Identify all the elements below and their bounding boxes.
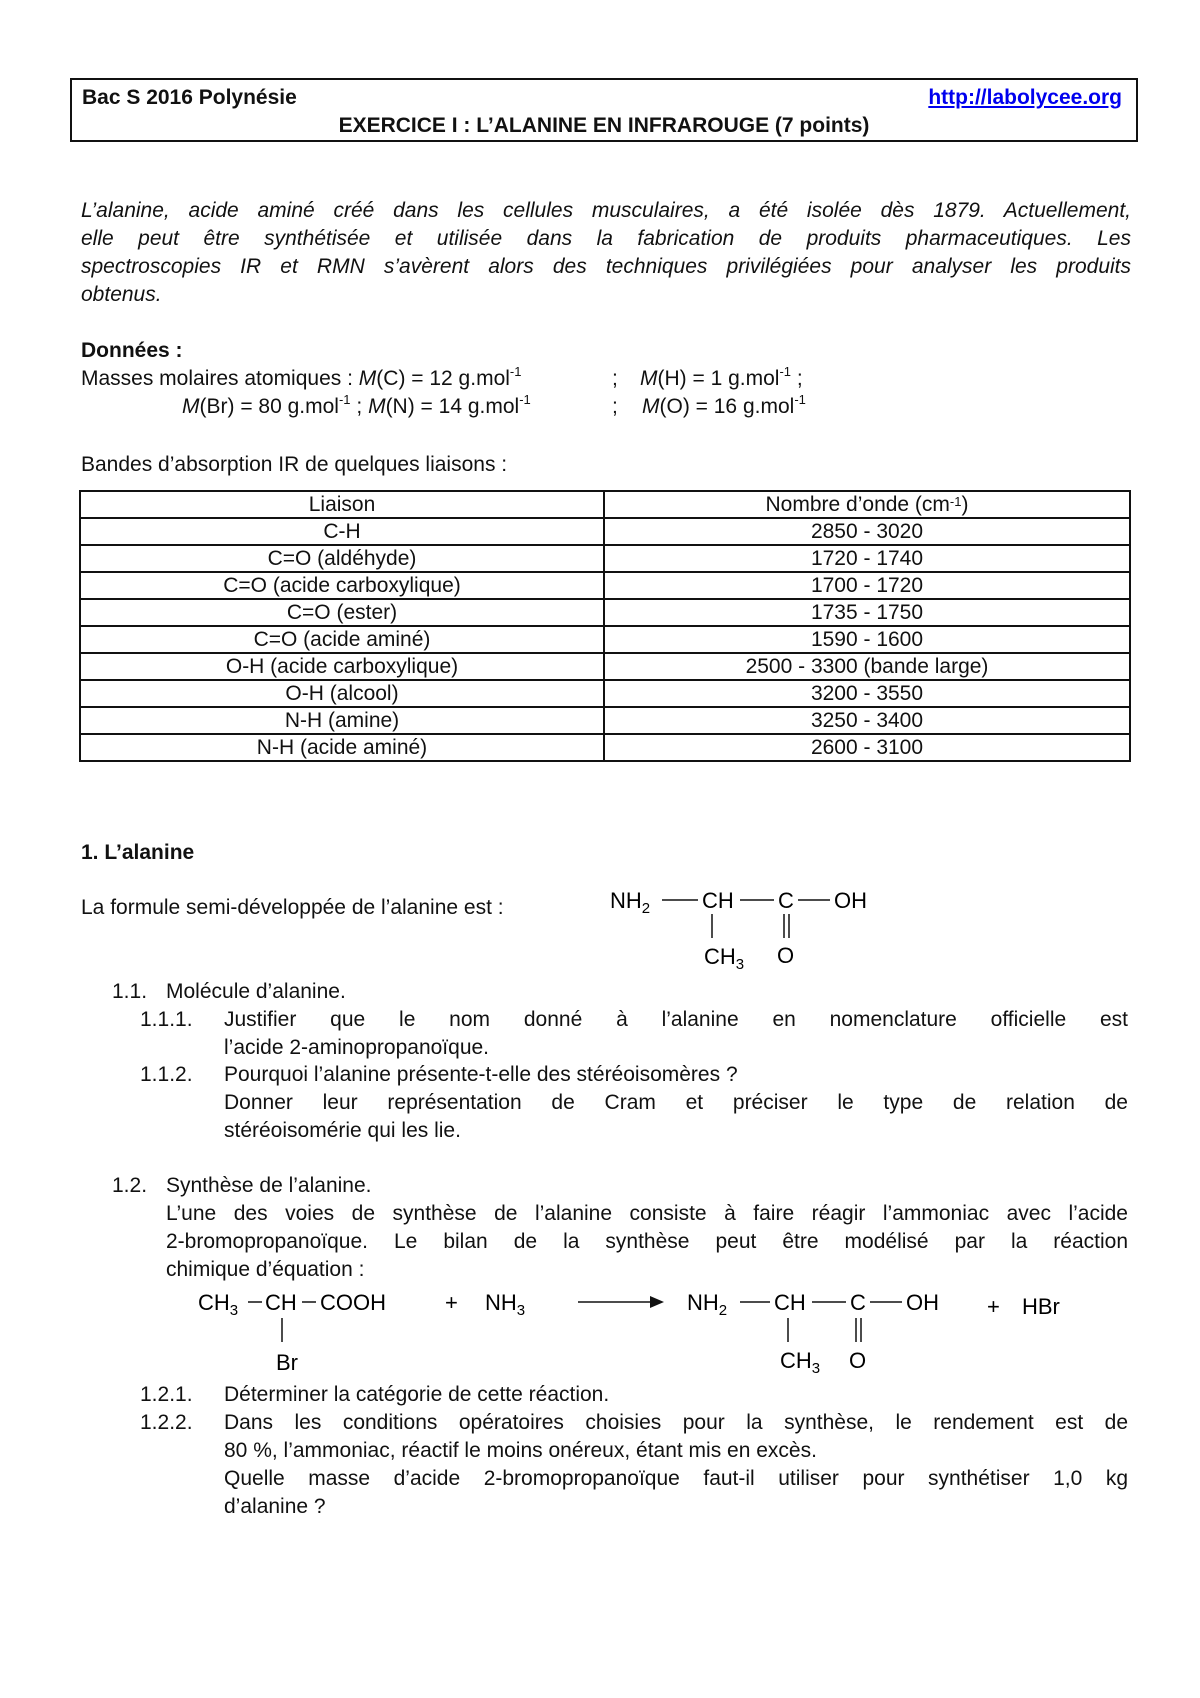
cell-range: 1700 - 1720	[604, 572, 1130, 599]
cell-range: 1735 - 1750	[604, 599, 1130, 626]
header-liaison: Liaison	[80, 491, 604, 518]
svg-text:COOH: COOH	[320, 1290, 386, 1315]
svg-text:OH: OH	[906, 1290, 939, 1315]
q1-1-1-num: 1.1.1.	[140, 1008, 193, 1031]
table-row	[80, 680, 1130, 707]
mass-h-wrap	[640, 364, 803, 391]
q1-2-2-line-2: 80 %, l’ammoniac, réactif le moins onéreux, étant mis en excès.	[224, 1439, 817, 1462]
cell-range: 3200 - 3550	[604, 680, 1130, 707]
svg-text:Br: Br	[276, 1350, 298, 1375]
cell-range: 2600 - 3100	[604, 734, 1130, 761]
table-row	[80, 653, 1130, 680]
svg-text:O: O	[777, 943, 795, 968]
svg-text:C: C	[850, 1290, 866, 1315]
q1-2-2-line-1: Dans les conditions opératoires choisies pour la synthèse, le rendement est de	[224, 1411, 1128, 1434]
q1-2-2-line-4: d’alanine ?	[224, 1495, 326, 1518]
q1-2-line-3: chimique d’équation :	[166, 1258, 365, 1281]
svg-text:HBr: HBr	[1022, 1294, 1060, 1319]
mass-symbol: M	[368, 395, 386, 418]
mass-h: (H) = 1 g.mol	[657, 367, 780, 390]
table-header-row	[80, 491, 1130, 518]
mass-symbol: M	[640, 367, 658, 390]
exam-label: Bac S 2016 Polynésie	[82, 86, 297, 109]
q1-1-num: 1.1.	[112, 980, 148, 1003]
q1-2-line-2: 2-bromopropanoïque. Le bilan de la synthèse peut être modélisé par la réaction	[166, 1230, 1128, 1253]
reaction-arrow-head	[650, 1296, 664, 1308]
mass-sep-1: ;	[612, 367, 618, 390]
svg-text:NH2: $NH_2$	[687, 1290, 728, 1319]
table-row	[80, 545, 1130, 572]
q1-1-1-line-2: l’acide 2-aminopropanoïque.	[224, 1036, 490, 1059]
cell-range: 3250 - 3400	[604, 707, 1130, 734]
table-row	[80, 734, 1130, 761]
intro-line-2: elle peut être synthétisée et utilisée dans la fabrication de produits pharmaceutiques. Les	[81, 227, 1131, 250]
mass-symbol: M	[642, 395, 660, 418]
svg-text:CH3: $CH_3$	[704, 944, 745, 973]
masses-label: Masses molaires atomiques :	[81, 367, 353, 390]
cell-bond: C=O (acide aminé)	[80, 626, 604, 653]
table-row	[80, 572, 1130, 599]
cell-bond: O-H (alcool)	[80, 680, 604, 707]
cell-bond: C-H	[80, 518, 604, 545]
header-box	[70, 78, 1138, 142]
mass-exp: -1	[779, 364, 792, 379]
table-row	[80, 518, 1130, 545]
cell-range: 1720 - 1740	[604, 545, 1130, 572]
intro-line-4: obtenus.	[81, 283, 162, 306]
cell-bond: C=O (acide carboxylique)	[80, 572, 604, 599]
cell-bond: C=O (aldéhyde)	[80, 545, 604, 572]
donnees-title: Données :	[81, 339, 183, 362]
svg-text:+: +	[987, 1294, 1000, 1319]
q1-1-2-line-1: Pourquoi l’alanine présente-t-elle des stéréoisomères ?	[224, 1063, 738, 1086]
mass-o: (O) = 16 g.mol	[659, 395, 795, 418]
reaction-equation	[190, 1280, 1090, 1390]
q1-2-title: Synthèse de l’alanine.	[166, 1174, 372, 1197]
mass-exp: -1	[509, 364, 522, 379]
section-1-title: 1. L’alanine	[81, 841, 195, 864]
mass-symbol: M	[182, 395, 200, 418]
cell-range: 1590 - 1600	[604, 626, 1130, 653]
intro-line-1: L’alanine, acide aminé créé dans les cellules musculaires, a été isolée dès 1879. Actuellement,	[81, 199, 1131, 222]
mass-symbol: M	[358, 367, 377, 390]
svg-text:+: +	[445, 1290, 458, 1315]
cell-bond: C=O (ester)	[80, 599, 604, 626]
ir-table	[79, 490, 1131, 762]
intro-paragraph	[81, 197, 1131, 309]
svg-text:CH: CH	[702, 888, 734, 913]
header-wavenumber: Nombre d’onde $(cm^{-1})$	[604, 491, 1130, 518]
svg-text:C: C	[778, 888, 794, 913]
intro-line-3: spectroscopies IR et RMN s’avèrent alors des techniques privilégiées pour analyser les produits	[81, 255, 1131, 278]
q1-2-2-line-3: Quelle masse d’acide 2-bromopropanoïque faut-il utiliser pour synthétiser 1,0 kg	[224, 1467, 1128, 1490]
svg-text:NH2: $NH_2$	[610, 888, 651, 917]
q1-2-1-num: 1.2.1.	[140, 1383, 193, 1406]
cell-range: 2850 - 3020	[604, 518, 1130, 545]
mass-sep-2: ;	[796, 367, 803, 390]
svg-text:OH: OH	[834, 888, 867, 913]
q1-2-1-line-1: Déterminer la catégorie de cette réaction.	[224, 1383, 610, 1406]
svg-text:O: O	[849, 1348, 867, 1373]
cell-bond: O-H (acide carboxylique)	[80, 653, 604, 680]
q1-1-1-line-1: Justifier que le nom donné à l’alanine en nomenclature officielle est	[224, 1008, 1128, 1031]
table-row	[80, 626, 1130, 653]
q1-1-2-num: 1.1.2.	[140, 1063, 193, 1086]
mass-sep-3: ;	[356, 395, 363, 418]
mass-exp: -1	[794, 392, 806, 407]
mass-c: (C) = 12 g.mol	[376, 367, 510, 390]
mass-br: (Br) = 80 g.mol	[199, 395, 339, 418]
q1-1-2-line-3: stéréoisomérie qui les lie.	[224, 1119, 461, 1142]
q1-2-2-num: 1.2.2.	[140, 1411, 193, 1434]
alanine-formula	[600, 880, 890, 980]
svg-text:NH3: $NH_3$	[485, 1290, 526, 1319]
mass-sep-4: ;	[612, 395, 618, 418]
table-row	[80, 599, 1130, 626]
svg-text:CH: CH	[774, 1290, 806, 1315]
mass-exp: -1	[519, 392, 531, 407]
cell-bond: N-H (amine)	[80, 707, 604, 734]
mass-o-wrap	[642, 392, 806, 419]
q1-2-num: 1.2.	[112, 1174, 148, 1197]
cell-bond: N-H (acide aminé)	[80, 734, 604, 761]
formula-intro: La formule semi-développée de l’alanine est :	[81, 896, 504, 919]
mass-br-wrap	[182, 392, 531, 419]
cell-range: 2500 - 3300 (bande large)	[604, 653, 1130, 680]
mass-n: (N) = 14 g.mol	[385, 395, 520, 418]
mass-exp: -1	[338, 392, 351, 407]
q1-2-line-1: L’une des voies de synthèse de l’alanine consiste à faire réagir l’ammoniac avec l’acide	[166, 1202, 1128, 1225]
source-link[interactable]: http://labolycee.org	[928, 86, 1122, 109]
q1-1-title: Molécule d’alanine.	[166, 980, 346, 1003]
masses-line-1	[81, 364, 522, 391]
table-row	[80, 707, 1130, 734]
exercise-title: EXERCICE I : L’ALANINE EN INFRAROUGE (7 points)	[338, 114, 870, 137]
svg-text:CH: CH	[265, 1290, 297, 1315]
ir-label: Bandes d’absorption IR de quelques liaisons :	[81, 453, 508, 476]
q1-1-2-line-2: Donner leur représentation de Cram et préciser le type de relation de	[224, 1091, 1128, 1114]
svg-text:CH3: $CH_3$	[198, 1290, 239, 1319]
svg-text:CH3: $CH_3$	[780, 1348, 821, 1377]
